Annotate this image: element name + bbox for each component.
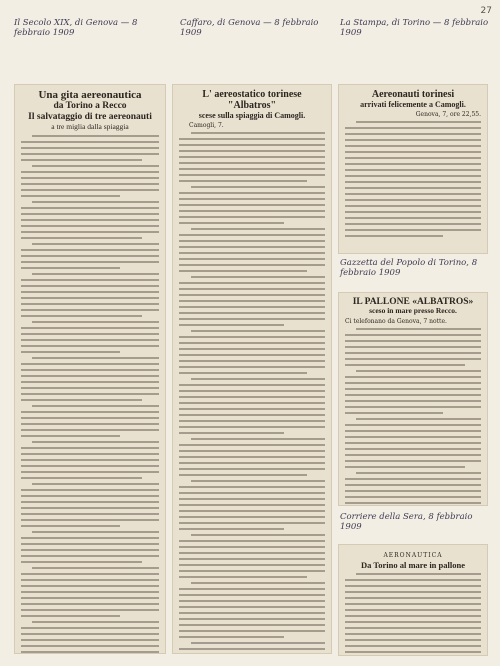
clipping-caffaro	[172, 84, 332, 654]
page-number: 27	[480, 6, 492, 16]
clipping-title: L' aereostatico torinese "Albatros"	[202, 89, 302, 111]
clipping-stampa	[338, 84, 488, 254]
clipping-gazzetta	[338, 292, 488, 506]
article-body	[345, 328, 481, 506]
handwritten-note-col3-bottom: Corriere della Sera, 8 febbraio 1909	[340, 512, 473, 533]
clipping-subtitle: da Torino a Recco	[53, 101, 127, 112]
clipping-title: IL PALLONE «ALBATROS»	[352, 297, 474, 307]
clipping-title: Da Torino al mare in pallone	[361, 560, 465, 570]
clipping-subtitle: a tre miglia dalla spiaggia	[51, 121, 129, 131]
dateline: Camogli, 7.	[189, 122, 224, 130]
clipping-subtitle: Il salvataggio di tre aereonauti	[28, 112, 152, 123]
article-body	[345, 121, 481, 237]
clipping-subtitle: arrivati felicemente a Camogli.	[360, 100, 466, 109]
handwritten-note-col3-mid: Gazzetta del Popolo di Torino, 8 febbraio 1909	[340, 258, 478, 279]
article-body	[179, 132, 325, 654]
clipping-subtitle: scese sulla spiaggia di Camogli.	[198, 111, 306, 120]
clipping-subtitle: sceso in mare presso Recco.	[369, 306, 457, 316]
clipping-corriere	[338, 544, 488, 656]
clipping-title: Una gita aereonautica	[38, 89, 142, 101]
handwritten-note-col3: La Stampa, di Torino — 8 febbraio 1909	[340, 18, 489, 39]
handwritten-note-col1: Il Secolo XIX, di Genova — 8 febbraio 1909	[14, 18, 138, 39]
dateline: Ci telefonano da Genova, 7 notte.	[345, 318, 447, 326]
section-label: AERONAUTICA	[383, 552, 443, 559]
clipping-title: Aereonauti torinesi	[371, 89, 455, 100]
article-body	[21, 135, 159, 654]
handwritten-note-col2: Caffaro, di Genova — 8 febbraio 1909	[180, 18, 319, 39]
article-body	[345, 573, 481, 656]
clipping-secolo	[14, 84, 166, 654]
dateline: Genova, 7, ore 22,55.	[415, 111, 481, 119]
